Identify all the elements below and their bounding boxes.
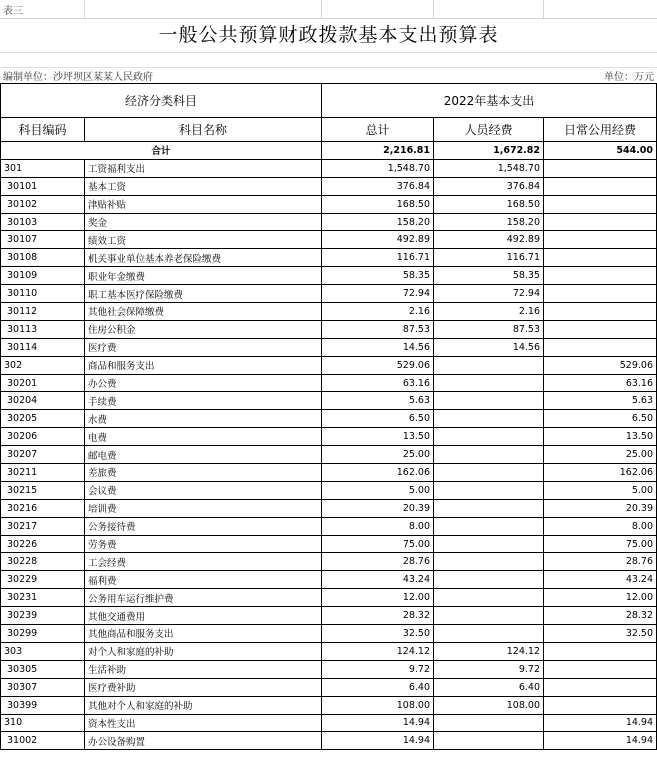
cell-total: 8.00 [322, 517, 434, 535]
table-row [1, 660, 657, 678]
cell-name: 其他社会保障缴费 [85, 303, 322, 321]
table-row [1, 642, 657, 660]
cell-personnel: 492.89 [434, 231, 544, 249]
cell-total: 87.53 [322, 320, 434, 338]
cell-code: 30207 [1, 446, 85, 464]
cell-personnel: 168.50 [434, 195, 544, 213]
total-public: 544.00 [544, 142, 657, 160]
cell-public [544, 177, 657, 195]
cell-personnel: 87.53 [434, 320, 544, 338]
cell-code: 30205 [1, 410, 85, 428]
cell-public [544, 696, 657, 714]
cell-personnel [434, 607, 544, 625]
cell-personnel [434, 374, 544, 392]
cell-public [544, 338, 657, 356]
cell-personnel: 116.71 [434, 249, 544, 267]
cell-personnel [434, 356, 544, 374]
header-row-1 [1, 84, 657, 118]
header-personnel: 人员经费 [434, 118, 544, 142]
cell-total: 32.50 [322, 625, 434, 643]
cell-name: 水费 [85, 410, 322, 428]
cell-name: 办公设备购置 [85, 732, 322, 750]
cell-name: 差旅费 [85, 464, 322, 482]
cell-code: 310 [1, 714, 85, 732]
cell-total: 108.00 [322, 696, 434, 714]
cell-public [544, 231, 657, 249]
cell-public: 28.76 [544, 553, 657, 571]
cell-personnel: 72.94 [434, 285, 544, 303]
cell-public: 14.94 [544, 732, 657, 750]
cell-total: 529.06 [322, 356, 434, 374]
cell-public [544, 285, 657, 303]
cell-name: 培训费 [85, 499, 322, 517]
cell-total: 58.35 [322, 267, 434, 285]
cell-name: 工资福利支出 [85, 159, 322, 177]
table-row [1, 499, 657, 517]
cell-total: 116.71 [322, 249, 434, 267]
header-code: 科目编码 [1, 118, 85, 142]
cell-total: 75.00 [322, 535, 434, 553]
cell-code: 30239 [1, 607, 85, 625]
cell-name: 绩效工资 [85, 231, 322, 249]
cell-name: 津贴补贴 [85, 195, 322, 213]
cell-total: 72.94 [322, 285, 434, 303]
cell-name: 劳务费 [85, 535, 322, 553]
cell-personnel [434, 428, 544, 446]
cell-public [544, 642, 657, 660]
cell-public [544, 249, 657, 267]
table-row [1, 213, 657, 231]
unit-label: 编制单位：沙坪坝区某某人民政府 [3, 72, 153, 83]
unit-row [0, 66, 657, 82]
page-title: 一般公共预算财政拨款基本支出预算表 [158, 24, 499, 46]
cell-name: 医疗费 [85, 338, 322, 356]
total-row [1, 142, 657, 160]
spreadsheet-top-row [0, 0, 657, 19]
cell-public [544, 195, 657, 213]
total-label: 合计 [1, 142, 322, 160]
cell-name: 奖金 [85, 213, 322, 231]
cell-total: 43.24 [322, 571, 434, 589]
table-row [1, 535, 657, 553]
cell-code: 30231 [1, 589, 85, 607]
table-row [1, 464, 657, 482]
cell-name: 公务用车运行维护费 [85, 589, 322, 607]
cell-total: 20.39 [322, 499, 434, 517]
table-row [1, 553, 657, 571]
cell-total: 162.06 [322, 464, 434, 482]
cell-total: 14.94 [322, 732, 434, 750]
cell-total: 168.50 [322, 195, 434, 213]
cell-name: 其他对个人和家庭的补助 [85, 696, 322, 714]
grid-line [543, 0, 544, 18]
cell-code: 301 [1, 159, 85, 177]
cell-personnel [434, 464, 544, 482]
cell-total: 124.12 [322, 642, 434, 660]
cell-total: 2.16 [322, 303, 434, 321]
cell-personnel [434, 446, 544, 464]
cell-public [544, 320, 657, 338]
grid-line [433, 0, 434, 18]
table-row [1, 249, 657, 267]
cell-name: 生活补助 [85, 660, 322, 678]
cell-public: 75.00 [544, 535, 657, 553]
cell-code: 30108 [1, 249, 85, 267]
table-row [1, 177, 657, 195]
cell-code: 30228 [1, 553, 85, 571]
cell-public: 162.06 [544, 464, 657, 482]
cell-name: 公务接待费 [85, 517, 322, 535]
cell-total: 14.94 [322, 714, 434, 732]
total-total: 2,216.81 [322, 142, 434, 160]
table-row [1, 356, 657, 374]
cell-code: 30226 [1, 535, 85, 553]
cell-personnel [434, 714, 544, 732]
cell-public [544, 303, 657, 321]
cell-name: 其他商品和服务支出 [85, 625, 322, 643]
cell-personnel [434, 625, 544, 643]
cell-total: 12.00 [322, 589, 434, 607]
table-row [1, 392, 657, 410]
cell-code: 30114 [1, 338, 85, 356]
cell-public: 20.39 [544, 499, 657, 517]
unit-of-measure: 单位：万元 [604, 72, 654, 83]
cell-personnel [434, 589, 544, 607]
cell-total: 25.00 [322, 446, 434, 464]
table-row [1, 374, 657, 392]
cell-code: 30307 [1, 678, 85, 696]
cell-personnel: 158.20 [434, 213, 544, 231]
cell-total: 376.84 [322, 177, 434, 195]
grid-line [84, 0, 85, 18]
cell-total: 63.16 [322, 374, 434, 392]
cell-public: 28.32 [544, 607, 657, 625]
cell-code: 30217 [1, 517, 85, 535]
cell-total: 6.50 [322, 410, 434, 428]
cell-personnel [434, 499, 544, 517]
cell-code: 30206 [1, 428, 85, 446]
cell-public: 12.00 [544, 589, 657, 607]
cell-name: 会议费 [85, 481, 322, 499]
cell-personnel [434, 481, 544, 499]
cell-code: 30399 [1, 696, 85, 714]
table-row [1, 517, 657, 535]
cell-personnel: 376.84 [434, 177, 544, 195]
table-row [1, 607, 657, 625]
cell-personnel: 14.56 [434, 338, 544, 356]
cell-name: 住房公积金 [85, 320, 322, 338]
table-row [1, 267, 657, 285]
cell-public: 6.50 [544, 410, 657, 428]
header-budget-year: 2022年基本支出 [322, 84, 657, 118]
header-econ-class: 经济分类科目 [1, 84, 322, 118]
cell-public [544, 159, 657, 177]
cell-public [544, 660, 657, 678]
cell-code: 30110 [1, 285, 85, 303]
table-row [1, 589, 657, 607]
cell-code: 30299 [1, 625, 85, 643]
cell-total: 492.89 [322, 231, 434, 249]
cell-personnel [434, 535, 544, 553]
cell-public: 63.16 [544, 374, 657, 392]
table-row [1, 696, 657, 714]
table-row [1, 625, 657, 643]
cell-code: 30215 [1, 481, 85, 499]
cell-code: 30204 [1, 392, 85, 410]
cell-name: 医疗费补助 [85, 678, 322, 696]
cell-code: 30229 [1, 571, 85, 589]
table-row [1, 285, 657, 303]
cell-personnel [434, 732, 544, 750]
cell-name: 商品和服务支出 [85, 356, 322, 374]
cell-name: 邮电费 [85, 446, 322, 464]
cell-code: 30102 [1, 195, 85, 213]
cell-name: 职工基本医疗保险缴费 [85, 285, 322, 303]
cell-public: 5.00 [544, 481, 657, 499]
cell-code: 30113 [1, 320, 85, 338]
table-row [1, 320, 657, 338]
cell-name: 福利费 [85, 571, 322, 589]
table-row [1, 446, 657, 464]
table-row [1, 303, 657, 321]
cell-personnel: 58.35 [434, 267, 544, 285]
cell-public: 32.50 [544, 625, 657, 643]
table-row [1, 714, 657, 732]
grid-line [321, 0, 322, 18]
cell-personnel: 108.00 [434, 696, 544, 714]
cell-name: 办公费 [85, 374, 322, 392]
cell-code: 30107 [1, 231, 85, 249]
table-row [1, 481, 657, 499]
cell-personnel: 6.40 [434, 678, 544, 696]
cell-code: 30109 [1, 267, 85, 285]
cell-code: 30201 [1, 374, 85, 392]
cell-personnel: 2.16 [434, 303, 544, 321]
cell-total: 158.20 [322, 213, 434, 231]
cell-code: 30305 [1, 660, 85, 678]
cell-personnel: 9.72 [434, 660, 544, 678]
total-personnel: 1,672.82 [434, 142, 544, 160]
table-tag: 表三 [3, 6, 23, 17]
cell-public: 14.94 [544, 714, 657, 732]
cell-public: 5.63 [544, 392, 657, 410]
cell-personnel: 124.12 [434, 642, 544, 660]
cell-public [544, 267, 657, 285]
cell-total: 5.63 [322, 392, 434, 410]
cell-total: 14.56 [322, 338, 434, 356]
cell-personnel [434, 571, 544, 589]
cell-name: 机关事业单位基本养老保险缴费 [85, 249, 322, 267]
cell-code: 30211 [1, 464, 85, 482]
cell-personnel [434, 553, 544, 571]
cell-personnel: 1,548.70 [434, 159, 544, 177]
header-row-2 [1, 118, 657, 142]
cell-total: 28.76 [322, 553, 434, 571]
cell-total: 1,548.70 [322, 159, 434, 177]
cell-code: 30112 [1, 303, 85, 321]
cell-name: 基本工资 [85, 177, 322, 195]
cell-name: 职业年金缴费 [85, 267, 322, 285]
cell-personnel [434, 392, 544, 410]
cell-public [544, 213, 657, 231]
cell-name: 手续费 [85, 392, 322, 410]
table-row [1, 338, 657, 356]
cell-name: 电费 [85, 428, 322, 446]
cell-total: 6.40 [322, 678, 434, 696]
budget-table [0, 83, 657, 750]
header-name: 科目名称 [85, 118, 322, 142]
cell-code: 302 [1, 356, 85, 374]
cell-total: 5.00 [322, 481, 434, 499]
cell-total: 28.32 [322, 607, 434, 625]
cell-name: 资本性支出 [85, 714, 322, 732]
cell-name: 对个人和家庭的补助 [85, 642, 322, 660]
cell-personnel [434, 517, 544, 535]
cell-public: 13.50 [544, 428, 657, 446]
cell-name: 工会经费 [85, 553, 322, 571]
cell-code: 31002 [1, 732, 85, 750]
cell-code: 30103 [1, 213, 85, 231]
table-row [1, 159, 657, 177]
table-row [1, 195, 657, 213]
cell-public: 529.06 [544, 356, 657, 374]
cell-code: 30101 [1, 177, 85, 195]
header-total: 总计 [322, 118, 434, 142]
cell-public: 8.00 [544, 517, 657, 535]
cell-name: 其他交通费用 [85, 607, 322, 625]
cell-personnel [434, 410, 544, 428]
cell-public: 43.24 [544, 571, 657, 589]
table-row [1, 231, 657, 249]
cell-total: 13.50 [322, 428, 434, 446]
cell-code: 303 [1, 642, 85, 660]
table-row [1, 732, 657, 750]
header-public: 日常公用经费 [544, 118, 657, 142]
cell-code: 30216 [1, 499, 85, 517]
cell-public: 25.00 [544, 446, 657, 464]
cell-total: 9.72 [322, 660, 434, 678]
table-row [1, 410, 657, 428]
cell-public [544, 678, 657, 696]
table-row [1, 678, 657, 696]
table-row [1, 571, 657, 589]
table-row [1, 428, 657, 446]
